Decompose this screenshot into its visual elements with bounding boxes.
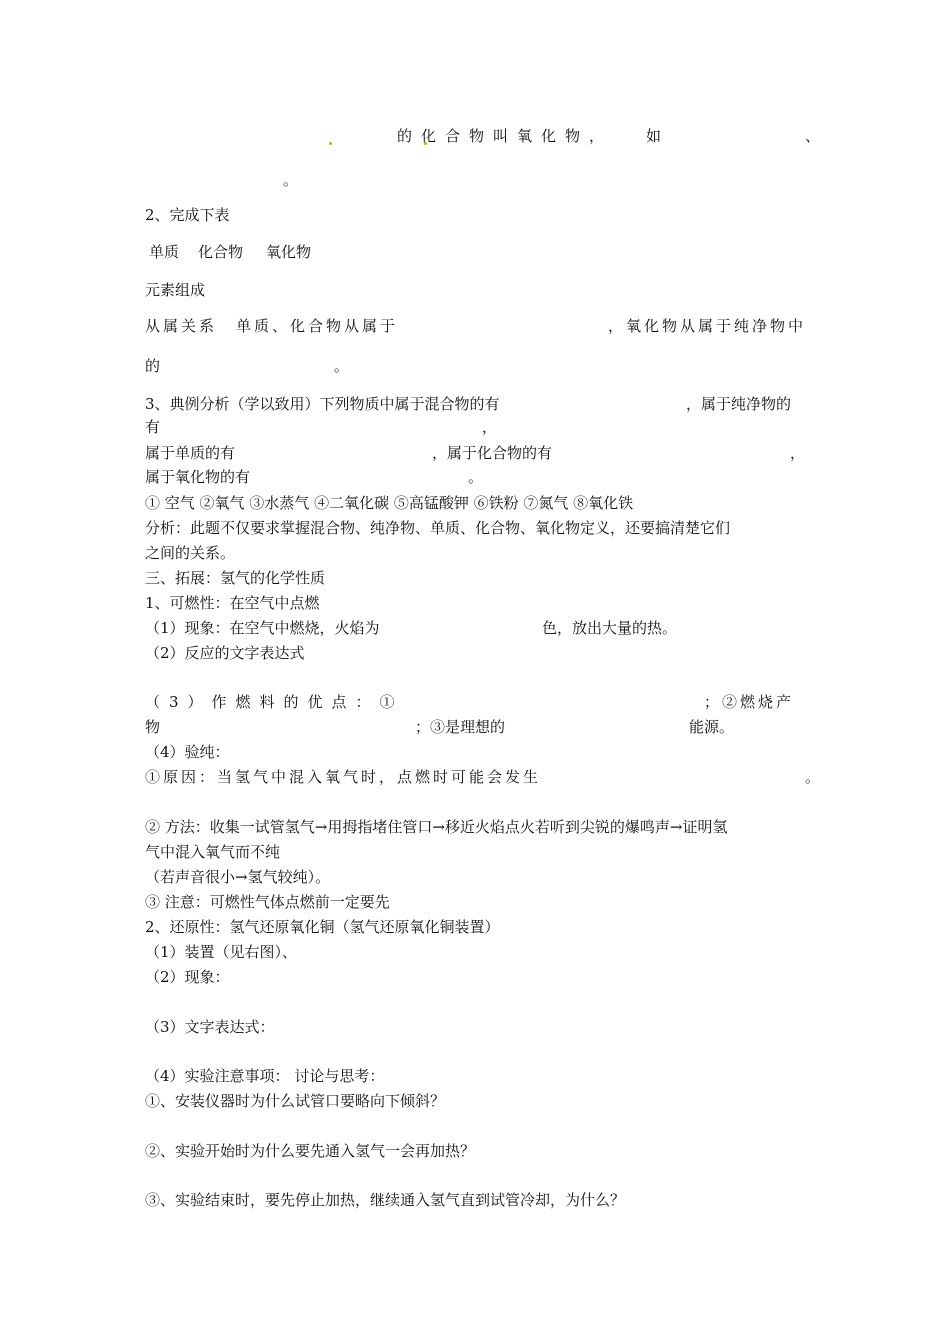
purity-method-c: （若声音很小→氢气较纯）。 <box>145 868 331 886</box>
purity-note: ③ 注意：可燃性气体点燃前一定要先 <box>145 893 390 911</box>
flammability-equation: （2）反应的文字表达式 <box>145 644 305 662</box>
fuel-advantages-e: 能源。 <box>689 718 735 736</box>
q3-line-3c: ， <box>790 444 806 462</box>
flammability-phenomenon-a: （1）现象：在空气中燃烧，火焰为 <box>145 619 380 637</box>
part3-title: 三、拓展：氢气的化学性质 <box>145 569 326 587</box>
purity-test-heading: （4）验纯： <box>145 743 230 761</box>
oxide-example-label: 如 <box>646 127 662 145</box>
reducibility-equation: （3）文字表达式： <box>145 1018 275 1036</box>
discussion-question-3: ③、实验结束时，要先停止加热，继续通入氢气直到试管冷却，为什么？ <box>145 1191 626 1209</box>
table-header-compound: 化合物 <box>198 243 244 261</box>
fuel-advantages-d: ；③是理想的 <box>415 718 506 736</box>
q3-items: ① 空气 ②氧气 ③水蒸气 ④二氧化碳 ⑤高锰酸钾 ⑥铁粉 ⑦氮气 ⑧氧化铁 <box>145 494 634 512</box>
q3-line-2a: 有 <box>145 418 161 436</box>
q3-line-4b: 。 <box>468 468 484 486</box>
q3-line-3b: ，属于化合物的有 <box>432 444 553 462</box>
flammability-heading: 1、可燃性：在空气中点燃 <box>145 594 320 612</box>
q3-line-2b: ， <box>482 418 498 436</box>
flammability-phenomenon-b: 色，放出大量的热。 <box>542 619 678 637</box>
oxide-definition-text: 的化合物叫氧化物， <box>397 127 614 145</box>
reducibility-heading: 2、还原性：氢气还原氧化铜（氢气还原氧化铜装置） <box>145 918 500 936</box>
purity-reason-a: ①原因：当氢气中混入氧气时，点燃时可能会发生 <box>145 768 542 786</box>
discussion-question-1: ①、安装仪器时为什么试管口要略向下倾斜？ <box>145 1092 446 1110</box>
table-row-relation-end: 。 <box>334 357 350 375</box>
table-row-relation-a: 单质、化合物从属于 <box>236 317 399 335</box>
q3-line-3a: 属于单质的有 <box>145 444 236 462</box>
q2-title: 2、完成下表 <box>145 206 230 224</box>
table-header-oxide: 氧化物 <box>266 243 312 261</box>
reducibility-apparatus: （1）装置（见右图）、 <box>145 943 298 961</box>
table-header-elemental: 单质 <box>149 243 180 261</box>
fuel-advantages-c: 物 <box>145 718 161 736</box>
q3-line-1b: ，属于纯净物的 <box>686 395 792 413</box>
table-row-relation-c: 的 <box>145 357 161 375</box>
fuel-advantages-b: ；②燃烧产 <box>704 693 795 711</box>
q3-line-1a: 3、典例分析（学以致用）下列物质中属于混合物的有 <box>145 395 500 413</box>
purity-method-b: 气中混入氧气而不纯 <box>145 843 281 861</box>
oxide-example-period: 。 <box>283 171 299 189</box>
experiment-notes: （4）实验注意事项： 讨论与思考： <box>145 1067 385 1085</box>
q3-analysis-2: 之间的关系。 <box>145 544 236 562</box>
decorative-dot <box>329 142 332 145</box>
purity-method-a: ② 方法：收集一试管氢气→用拇指堵住管口→移近火焰点火若听到尖锐的爆鸣声→证明氢 <box>145 818 728 836</box>
reducibility-phenomenon: （2）现象： <box>145 968 230 986</box>
table-row-relation-label: 从属关系 <box>145 317 218 335</box>
table-row-composition: 元素组成 <box>145 281 206 299</box>
table-row-relation-b: ，氧化物从属于纯净物中 <box>608 317 807 335</box>
oxide-example-comma: 、 <box>805 127 821 145</box>
fuel-advantages-a: （3）作燃料的优点：① <box>145 693 404 711</box>
q3-analysis-1: 分析：此题不仅要求掌握混合物、纯净物、单质、化合物、氧化物定义，还要搞清楚它们 <box>145 519 731 537</box>
q3-line-4a: 属于氧化物的有 <box>145 468 251 486</box>
discussion-question-2: ②、实验开始时为什么要先通入氢气一会再加热？ <box>145 1142 476 1160</box>
purity-reason-b: 。 <box>805 768 821 786</box>
